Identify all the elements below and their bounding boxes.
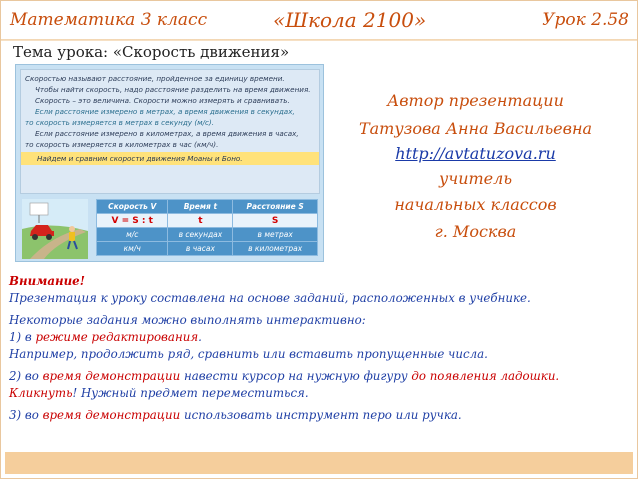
table-header-speed: Скорость V	[97, 200, 168, 214]
task-line: Найдем и сравним скорости движения Моаны и Боно.	[21, 152, 319, 165]
unit-cell: в метрах	[233, 228, 318, 242]
note-line	[9, 368, 631, 385]
formula-cell: S	[233, 214, 318, 228]
note-text: 1) в	[9, 330, 36, 344]
note-line: Некоторые задания можно выполнять интерактивно:	[9, 313, 366, 327]
note-highlight: время демонстрации	[42, 369, 181, 383]
note-text: 2) во	[9, 369, 43, 383]
note-highlight: Кликнуть	[9, 386, 73, 400]
table-header-time: Время t	[168, 200, 233, 214]
formula-cell: t	[168, 214, 233, 228]
lesson-number: Урок 2.58	[542, 10, 629, 30]
definition-line: то скорость измеряется в метрах в секунду (м/с).	[25, 118, 215, 127]
note-highlight: до появления ладошки.	[411, 369, 560, 383]
header-divider	[1, 39, 638, 41]
definition-line: то скорость измеряется в километрах в час (км/ч).	[25, 140, 219, 149]
textbook-excerpt	[15, 64, 324, 262]
note-line: Презентация к уроку составлена на основе заданий, расположенных в учебнике.	[9, 291, 531, 305]
note-text: использовать инструмент перо или ручка.	[180, 408, 462, 422]
note-line: Например, продолжить ряд, сравнить или вставить пропущенные числа.	[9, 347, 488, 361]
attention-label: Внимание!	[9, 274, 85, 288]
formula-cell: V = S : t	[97, 214, 168, 228]
definition-line: Скоростью называют расстояние, пройденное за единицу времени.	[25, 74, 285, 83]
note-line	[9, 385, 631, 402]
definition-line: Скорость – это величина. Скорости можно измерять и сравнивать.	[35, 96, 290, 105]
definition-line: Чтобы найти скорость, надо расстояние разделить на время движения.	[35, 85, 311, 94]
author-city: г. Москва	[434, 222, 517, 241]
definition-box	[20, 69, 320, 194]
note-highlight: режиме редактирования	[35, 330, 199, 344]
author-website-link[interactable]: http://avtatuzova.ru	[395, 144, 556, 163]
note-text: .	[198, 330, 202, 344]
usage-notes	[9, 273, 631, 424]
slide-header	[1, 1, 638, 39]
author-role: учитель	[438, 169, 513, 188]
car-and-boy-illustration	[22, 199, 88, 259]
speed-formula-table	[96, 199, 318, 256]
author-role-detail: начальных классов	[394, 195, 557, 214]
unit-cell: км/ч	[97, 242, 168, 256]
author-name: Татузова Анна Васильевна	[358, 119, 593, 138]
definition-line: Если расстояние измерено в метрах, а время движения в секундах,	[35, 107, 295, 116]
note-highlight: время демонстрации	[42, 408, 181, 422]
note-text: 3) во	[9, 408, 43, 422]
author-heading: Автор презентации	[387, 91, 564, 110]
note-line	[9, 329, 631, 346]
subject-title: Математика 3 класс	[10, 10, 208, 30]
footer-bar	[5, 452, 633, 474]
note-line	[9, 407, 631, 424]
school-title: «Школа 2100»	[273, 8, 427, 32]
table-header-distance: Расстояние S	[233, 200, 318, 214]
unit-cell: в километрах	[233, 242, 318, 256]
definition-line: Если расстояние измерено в километрах, а время движения в часах,	[35, 129, 299, 138]
note-text: ! Нужный предмет переместиться.	[72, 386, 309, 400]
note-text: навести курсор на нужную фигуру	[180, 369, 412, 383]
unit-cell: м/с	[97, 228, 168, 242]
unit-cell: в часах	[168, 242, 233, 256]
lesson-topic: Тема урока: «Скорость движения»	[13, 43, 290, 61]
unit-cell: в секундах	[168, 228, 233, 242]
